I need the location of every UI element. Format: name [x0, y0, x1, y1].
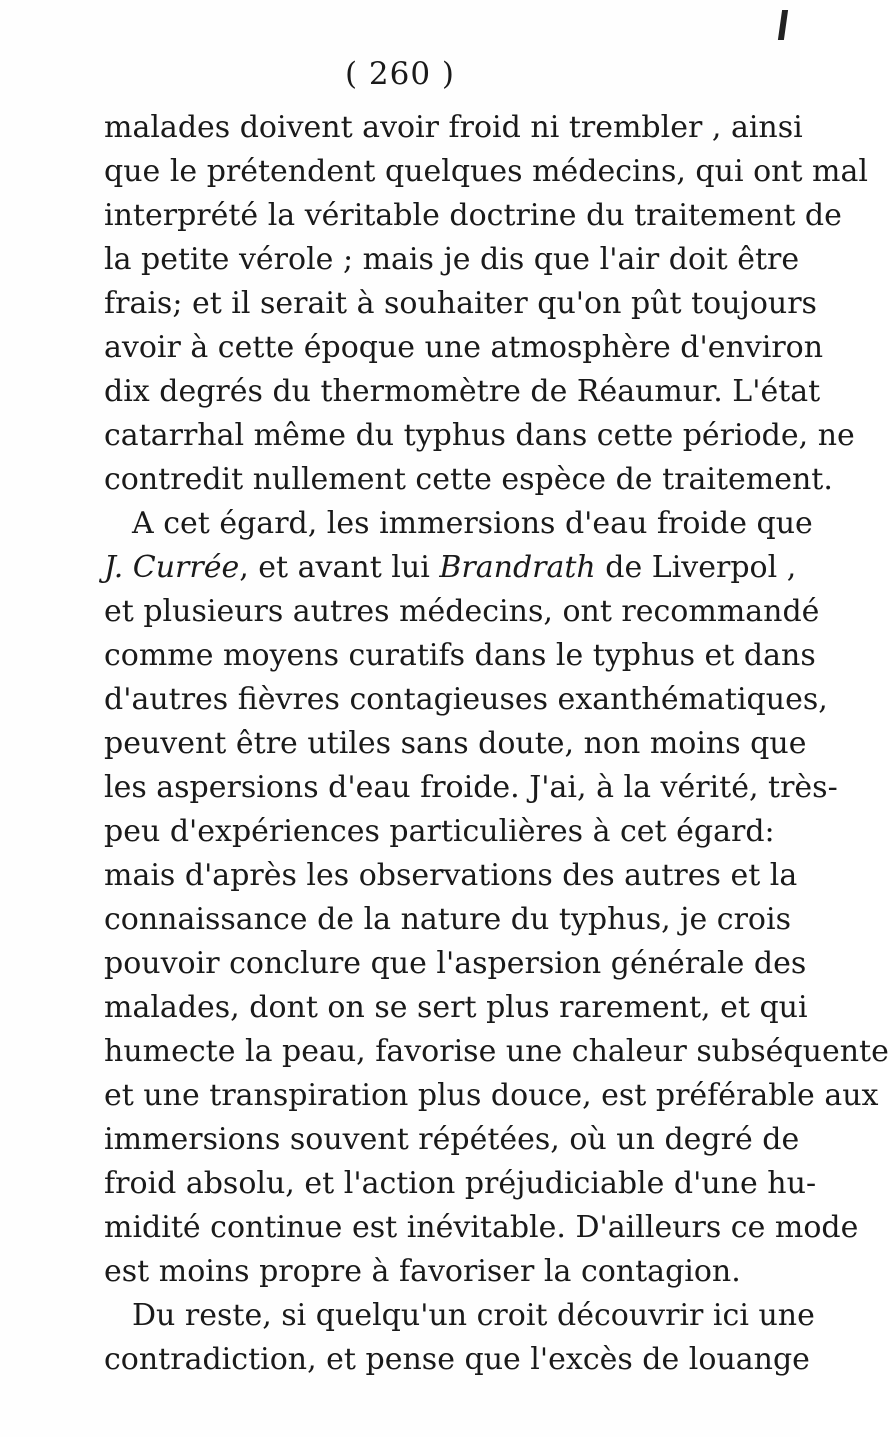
text-line: midité continue est inévitable. D'ailleurs ce mode [104, 1210, 859, 1245]
author-name-brandrath: Brandrath [439, 550, 596, 585]
text-line: et une transpiration plus douce, est préférable aux [104, 1078, 879, 1113]
text-line: pouvoir conclure que l'aspersion générale des [104, 946, 807, 981]
text-line: frais; et il serait à souhaiter qu'on pût toujours [104, 286, 817, 321]
text-line: et plusieurs autres médecins, ont recommandé [104, 594, 820, 629]
paragraph-start-line: Du reste, si quelqu'un croit découvrir ici une [132, 1298, 815, 1333]
text-line: malades, dont on se sert plus rarement, et qui [104, 990, 808, 1025]
author-name-curree: J. Currée [104, 550, 240, 585]
paragraph-start-line: A cet égard, les immersions d'eau froide que [132, 506, 813, 541]
text-line: catarrhal même du typhus dans cette période, ne [104, 418, 855, 453]
text-line: connaissance de la nature du typhus, je crois [104, 902, 791, 937]
text-line: immersions souvent répétées, où un degré de [104, 1122, 800, 1157]
text-line: peu d'expériences particulières à cet égard: [104, 814, 775, 849]
paragraph-end-line: est moins propre à favoriser la contagion. [104, 1254, 741, 1289]
text-line: comme moyens curatifs dans le typhus et dans [104, 638, 816, 673]
page-edge-mark [778, 10, 788, 40]
text-line-with-names [104, 546, 797, 590]
text-line: peuvent être utiles sans doute, non moins que [104, 726, 807, 761]
text-line: d'autres fièvres contagieuses exanthématiques, [104, 682, 828, 717]
page-number: ( 260 ) [344, 56, 456, 92]
text-line: contradiction, et pense que l'excès de louange [104, 1342, 810, 1377]
paragraph-end-line: contredit nullement cette espèce de traitement. [104, 462, 833, 497]
text-line: mais d'après les observations des autres et la [104, 858, 798, 893]
text-line: que le prétendent quelques médecins, qui ont mal [104, 154, 868, 189]
text-fragment: de Liverpol , [595, 550, 797, 585]
text-line: froid absolu, et l'action préjudiciable d'une hu- [104, 1166, 817, 1201]
text-line: avoir à cette époque une atmosphère d'environ [104, 330, 824, 365]
text-line: malades doivent avoir froid ni trembler , ainsi [104, 110, 803, 145]
text-line: interprété la véritable doctrine du traitement de [104, 198, 842, 233]
text-fragment: , et avant lui [239, 550, 440, 585]
text-line: dix degrés du thermomètre de Réaumur. L'état [104, 374, 821, 409]
text-line: les aspersions d'eau froide. J'ai, à la vérité, très- [104, 770, 838, 805]
text-line: humecte la peau, favorise une chaleur subséquente [104, 1034, 889, 1069]
text-line: la petite vérole ; mais je dis que l'air doit être [104, 242, 800, 277]
